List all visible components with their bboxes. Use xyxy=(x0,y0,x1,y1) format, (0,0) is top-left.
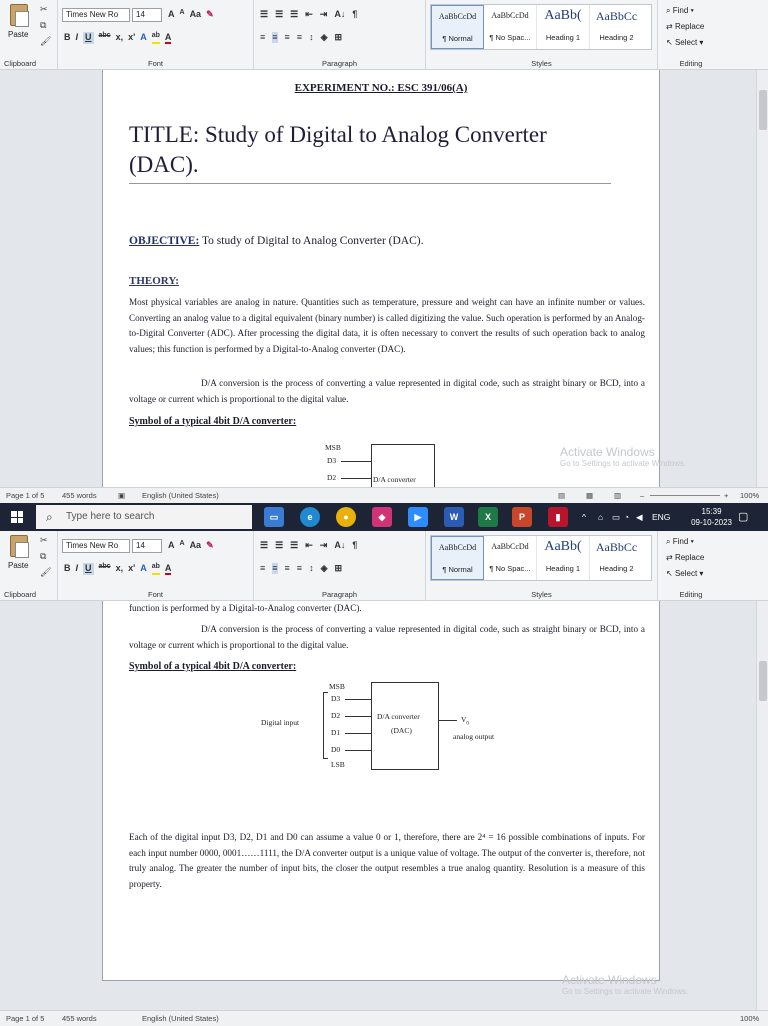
underline-button[interactable]: U xyxy=(85,32,92,42)
paste-icon-2[interactable] xyxy=(10,535,28,557)
zoom-minus-icon[interactable]: – xyxy=(640,491,645,500)
multilevel-icon[interactable]: ☰ xyxy=(290,9,299,19)
d3-line xyxy=(341,461,371,462)
d2-label: D2 xyxy=(327,473,337,482)
italic-button-2[interactable]: I xyxy=(75,563,79,573)
paragraph-row-1-b xyxy=(260,540,357,551)
font-group xyxy=(58,0,254,70)
increase-indent-icon-2[interactable]: ⇥ xyxy=(319,540,328,550)
bracket-bottom xyxy=(323,758,328,759)
powerpoint-icon[interactable]: P xyxy=(512,507,532,527)
font-size-box-2[interactable]: 14 xyxy=(132,539,162,553)
style-heading2-2[interactable]: AaBbCc Heading 2 xyxy=(595,540,638,573)
output-line xyxy=(439,720,457,721)
ribbon-top xyxy=(0,0,768,70)
dac-diagram xyxy=(253,682,523,792)
find-button[interactable]: ⌕ Find ▾ xyxy=(666,6,694,15)
replace-icon-2: ⇄ xyxy=(666,553,675,562)
taskbar-search[interactable] xyxy=(36,505,252,529)
highlight-button-2[interactable]: ab xyxy=(152,563,160,575)
msb-label-b: MSB xyxy=(329,682,345,691)
proofing-icon[interactable]: ▣ xyxy=(118,491,126,500)
d3-label-b: D3 xyxy=(331,694,341,703)
dac-diagram-partial xyxy=(303,440,443,487)
activate-windows-top: Activate Windows Go to Settings to activate Windows. xyxy=(560,445,687,468)
editing-group xyxy=(658,0,724,70)
objective xyxy=(129,235,423,247)
select-icon-2: ↖ xyxy=(666,569,675,578)
paragraph-group-2 xyxy=(254,531,426,601)
copy-icon[interactable]: ⧉ xyxy=(40,20,47,30)
word-icon[interactable]: W xyxy=(444,507,464,527)
superscript-button-2[interactable]: x' xyxy=(128,563,136,573)
sort-button-2[interactable]: A↓ xyxy=(334,540,346,550)
clock-date: 09-10-2023 xyxy=(691,518,732,527)
explanation-paragraph: Each of the digital input D3, D2, D1 and D0 can assume a value 0 or 1, therefore, there are 2⁴ = 16 possible combinations of inputs. For each input number 0000, 0001……1111, the D/A converter output is a unique value of voltage. The output of the converter is, therefore, not truly analog. The greater the number of input bits, the closer the output resembles a true analog quantity. Resolution is a measure of this property. xyxy=(129,832,645,889)
lsb-label-b: LSB xyxy=(331,760,345,769)
numbering-icon-2[interactable]: ☰ xyxy=(275,540,284,550)
symbol-heading-b: Symbol of a typical 4bit D/A converter: xyxy=(129,661,297,672)
vout-label: $V_0$ xyxy=(461,715,469,727)
borders-icon[interactable]: ⊞ xyxy=(334,32,343,42)
analog-output-label: analog output xyxy=(453,732,495,741)
digital-input-label: Digital input xyxy=(261,718,300,727)
scrollbar-bottom[interactable] xyxy=(756,601,768,1010)
clock-time: 15:39 xyxy=(701,507,722,516)
experiment-number: EXPERIMENT NO.: ESC 391/06(A) xyxy=(294,82,468,94)
title-line-1: TITLE: Study of Digital to Analog Converter xyxy=(129,122,547,147)
theory-paragraph-2-b: D/A conversion is the process of converting a value represented in digital code, such as straight binary or BCD, into a voltage or current which is proportional to the digital value. xyxy=(129,624,645,650)
volume-icon[interactable]: ◀ xyxy=(636,512,643,522)
symbol-heading: Symbol of a typical 4bit D/A converter: xyxy=(129,416,297,427)
view-print-icon[interactable]: ▦ xyxy=(586,491,594,500)
cut-icon[interactable]: ✂ xyxy=(40,4,48,14)
grow-font-button[interactable]: A xyxy=(168,9,175,19)
format-painter-icon[interactable]: 🖌 xyxy=(40,36,52,46)
align-right-icon-2[interactable]: ≡ xyxy=(284,563,290,573)
strikethrough-button[interactable]: abc xyxy=(98,32,111,39)
d2-line xyxy=(341,478,371,479)
clipboard-label: Clipboard xyxy=(4,59,37,68)
align-center-icon[interactable]: ≡ xyxy=(272,32,278,42)
font-size-box[interactable]: 14 xyxy=(132,8,162,22)
text-effects-button[interactable]: A xyxy=(140,32,147,42)
scroll-thumb-top[interactable] xyxy=(759,90,767,130)
replace-button[interactable]: ⇄ Replace xyxy=(666,22,705,31)
style-normal[interactable]: AaBbCcDd ¶ Normal xyxy=(431,5,484,49)
paste-button[interactable]: Paste xyxy=(8,30,29,39)
dac-box-line2: (DAC) xyxy=(391,726,412,735)
highlight-button[interactable]: ab xyxy=(152,32,160,44)
shading-icon[interactable]: ◈ xyxy=(320,32,328,42)
theory-paragraph-1: Most physical variables are analog in nature. Quantities such as temperature, pressure and weight can have an infinite number or values. Converting an analog value to a digital equivalent (binary number) is called digitizing the value. Such operation is performed by an Analog-to-Digital Converter (ADC). After processing the digital data, it is often necessary to convert the results of such operation back to analog values; this function is performed by a Digital-to-Analog converter (DAC). xyxy=(129,297,645,354)
borders-icon-2[interactable]: ⊞ xyxy=(334,563,343,573)
page-count-2[interactable]: Page 1 of 5 xyxy=(6,1014,45,1023)
font-label: Font xyxy=(147,59,163,68)
change-case-button-2[interactable]: Aa xyxy=(189,540,202,550)
superscript-button[interactable]: x' xyxy=(128,32,136,42)
font-row-1 xyxy=(168,9,214,20)
font-color-button-2[interactable]: A xyxy=(164,563,172,573)
line-spacing-icon-2[interactable]: ↕ xyxy=(309,563,314,573)
font-row-2 xyxy=(64,32,171,44)
zoom-level[interactable]: 100% xyxy=(740,491,760,500)
font-row-1-b xyxy=(168,540,214,551)
font-name-box-2[interactable]: Times New Ro xyxy=(62,539,130,553)
word-count-2[interactable]: 455 words xyxy=(62,1014,97,1023)
zoom-slider[interactable] xyxy=(650,495,720,496)
excel-icon[interactable]: X xyxy=(478,507,498,527)
objective-text: To study of Digital to Analog Converter (DAC). xyxy=(199,235,424,247)
page-count[interactable]: Page 1 of 5 xyxy=(6,491,45,500)
sort-button[interactable]: A↓ xyxy=(334,9,346,19)
d1-line-b xyxy=(345,733,371,734)
theory-line-continued: function is performed by a Digital-to-Analog converter (DAC). xyxy=(129,603,362,613)
font-label-2: Font xyxy=(147,590,163,599)
d0-line-b xyxy=(345,750,371,751)
justify-icon[interactable]: ≡ xyxy=(296,32,303,42)
d2-label-b: D2 xyxy=(331,711,341,720)
theory-heading: THEORY: xyxy=(129,275,179,287)
font-group-2 xyxy=(58,531,254,601)
styles-gallery xyxy=(430,4,652,50)
style-no-spacing-2[interactable]: AaBbCcDd ¶ No Spac... xyxy=(484,536,537,580)
paste-button-2[interactable]: Paste xyxy=(8,561,29,570)
paragraph-row-1 xyxy=(260,9,357,20)
style-heading1[interactable]: AaBb( Heading 1 xyxy=(537,5,590,49)
styles-group-2 xyxy=(426,531,658,601)
select-button-2[interactable]: ↖ Select ▾ xyxy=(666,569,704,578)
decrease-indent-icon[interactable]: ⇤ xyxy=(305,9,313,19)
title-underline xyxy=(129,183,611,184)
bold-button-2[interactable]: B xyxy=(64,563,71,573)
clear-format-icon-2[interactable]: ✎ xyxy=(206,540,214,550)
replace-button-2[interactable]: ⇄ Replace xyxy=(666,553,705,562)
justify-icon-2[interactable]: ≡ xyxy=(296,563,303,573)
font-row-2-b xyxy=(64,563,171,575)
pdf-app-icon[interactable]: ▮ xyxy=(548,507,568,527)
find-icon: ⌕ xyxy=(666,6,673,15)
zoom-plus-icon[interactable]: + xyxy=(724,491,729,500)
replace-icon: ⇄ xyxy=(666,22,675,31)
clipboard-label-2: Clipboard xyxy=(4,590,37,599)
format-painter-icon-2[interactable]: 🖌 xyxy=(40,567,52,577)
change-case-button[interactable]: Aa xyxy=(189,9,202,19)
statusbar-top xyxy=(0,487,768,503)
language[interactable]: English (United States) xyxy=(142,491,219,500)
increase-indent-icon[interactable]: ⇥ xyxy=(319,9,328,19)
paste-icon[interactable] xyxy=(10,4,28,26)
clear-format-icon[interactable]: ✎ xyxy=(206,9,214,19)
battery-icon[interactable]: ▭ xyxy=(612,512,621,522)
theory-paragraph-2: D/A conversion is the process of converting a value represented in digital code, such as straight binary or BCD, into a voltage or current which is proportional to the digital value. xyxy=(129,378,645,404)
d3-label: D3 xyxy=(327,456,337,465)
search-placeholder: Type here to search xyxy=(66,511,155,522)
shrink-font-button-2[interactable]: A xyxy=(179,540,185,547)
text-effects-button-2[interactable]: A xyxy=(140,563,147,573)
page-top xyxy=(102,70,660,487)
clock[interactable] xyxy=(691,506,732,528)
underline-button-2[interactable]: U xyxy=(85,563,92,573)
dac-box-line1: D/A converter xyxy=(377,712,420,721)
select-icon: ↖ xyxy=(666,38,675,47)
edge-icon[interactable]: e xyxy=(300,507,320,527)
decrease-indent-icon-2[interactable]: ⇤ xyxy=(305,540,313,550)
styles-label-2: Styles xyxy=(531,590,552,599)
document-area-bottom xyxy=(0,601,768,1010)
input-bracket xyxy=(323,692,324,758)
language-2[interactable]: English (United States) xyxy=(142,1014,219,1023)
paragraph-row-2 xyxy=(260,32,342,43)
align-center-icon-2[interactable]: ≡ xyxy=(272,563,278,573)
editing-label-2: Editing xyxy=(679,590,703,599)
bullets-icon[interactable]: ☰ xyxy=(260,9,269,19)
view-web-icon[interactable]: ▥ xyxy=(614,491,622,500)
font-name-box[interactable]: Times New Ro xyxy=(62,8,130,22)
chrome-icon[interactable]: ● xyxy=(336,507,356,527)
copy-icon-2[interactable]: ⧉ xyxy=(40,551,47,561)
align-right-icon[interactable]: ≡ xyxy=(284,32,290,42)
view-read-icon[interactable]: ▤ xyxy=(558,491,566,500)
page-bottom xyxy=(102,601,660,981)
pilcrow-button[interactable]: ¶ xyxy=(352,9,358,19)
task-view-icon[interactable]: ▭ xyxy=(264,507,284,527)
editing-label: Editing xyxy=(679,59,703,68)
search-icon: ⌕ xyxy=(46,510,53,524)
paragraph-label-2: Paragraph xyxy=(321,590,358,599)
select-button[interactable]: ↖ Select ▾ xyxy=(666,38,704,47)
msb-label: MSB xyxy=(325,443,341,452)
style-heading1-2[interactable]: AaBb( Heading 1 xyxy=(537,536,590,580)
scroll-thumb-bottom[interactable] xyxy=(759,661,767,701)
styles-group xyxy=(426,0,658,70)
wifi-icon[interactable]: ◔ xyxy=(624,512,630,522)
bracket-top xyxy=(323,692,328,693)
d1-label-b: D1 xyxy=(331,728,341,737)
subscript-button[interactable]: x, xyxy=(115,32,124,42)
paragraph-label: Paragraph xyxy=(321,59,358,68)
d3-line-b xyxy=(345,699,371,700)
paragraph-group xyxy=(254,0,426,70)
subscript-button-2[interactable]: x, xyxy=(115,563,124,573)
style-normal-2[interactable]: AaBbCcDd ¶ Normal xyxy=(431,536,484,580)
strikethrough-button-2[interactable]: abc xyxy=(98,563,111,570)
app-icon-pink[interactable]: ◆ xyxy=(372,507,392,527)
ribbon-bottom xyxy=(0,531,768,601)
d2-line-b xyxy=(345,716,371,717)
objective-label: OBJECTIVE: xyxy=(129,235,200,247)
clipboard-group xyxy=(0,0,58,70)
find-icon-2: ⌕ xyxy=(666,537,673,546)
style-heading2[interactable]: AaBbCc Heading 2 xyxy=(595,9,638,42)
zoom-app-icon[interactable]: ▶ xyxy=(408,507,428,527)
bullets-icon-2[interactable]: ☰ xyxy=(260,540,269,550)
find-button-2[interactable]: ⌕ Find ▾ xyxy=(666,537,694,546)
language-indicator[interactable]: ENG xyxy=(652,512,671,522)
paragraph-row-2-b xyxy=(260,563,342,574)
styles-gallery-2 xyxy=(430,535,652,581)
zoom-level-2[interactable]: 100% xyxy=(740,1014,760,1023)
notifications-icon[interactable]: ▢ xyxy=(738,511,749,523)
editing-group-2 xyxy=(658,531,724,601)
align-left-icon[interactable]: ≡ xyxy=(260,32,266,42)
activate-windows-bottom: Activate Windows Go to Settings to activate Windows. xyxy=(562,973,689,996)
numbering-icon[interactable]: ☰ xyxy=(275,9,284,19)
italic-button[interactable]: I xyxy=(75,32,79,42)
bold-button[interactable]: B xyxy=(64,32,71,42)
styles-label: Styles xyxy=(531,59,552,68)
word-count[interactable]: 455 words xyxy=(62,491,97,500)
grow-font-button-2[interactable]: A xyxy=(168,540,175,550)
windows-start-icon[interactable] xyxy=(11,511,23,523)
align-left-icon-2[interactable]: ≡ xyxy=(260,563,266,573)
cut-icon-2[interactable]: ✂ xyxy=(40,535,48,545)
font-color-button[interactable]: A xyxy=(164,32,172,42)
shrink-font-button[interactable]: A xyxy=(179,9,185,16)
shading-icon-2[interactable]: ◈ xyxy=(320,563,328,573)
multilevel-icon-2[interactable]: ☰ xyxy=(290,540,299,550)
style-no-spacing[interactable]: AaBbCcDd ¶ No Spac... xyxy=(484,5,537,49)
title-line-2: (DAC). xyxy=(129,152,199,177)
tray-chevron-icon[interactable]: ^ xyxy=(582,512,586,522)
document-area-top xyxy=(0,70,768,487)
line-spacing-icon[interactable]: ↕ xyxy=(309,32,314,42)
scrollbar-top[interactable] xyxy=(756,70,768,487)
taskbar xyxy=(0,503,768,531)
d0-label-b: D0 xyxy=(331,745,341,754)
pilcrow-button-2[interactable]: ¶ xyxy=(352,540,358,550)
network-icon[interactable]: ⌂ xyxy=(598,512,604,522)
dac-box-label: D/A converter xyxy=(373,475,416,484)
clipboard-group-2 xyxy=(0,531,58,601)
